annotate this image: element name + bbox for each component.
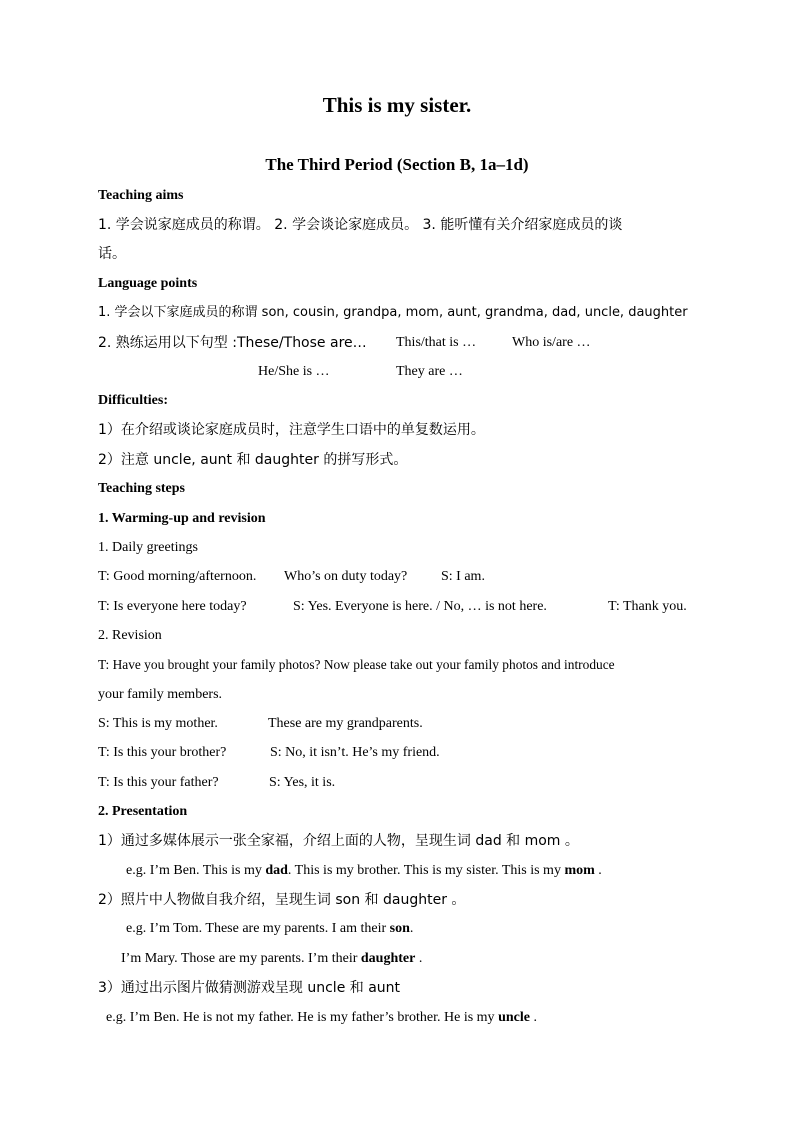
presentation-2-example-1 xyxy=(126,920,413,938)
page-subtitle: The Third Period (Section B, 1a–1d) xyxy=(265,155,529,174)
lp2-part-c: Who is/are … xyxy=(512,335,591,350)
p3-example-text: e.g. I’m Ben. He is not my father. He is my father’s brother. He is my xyxy=(106,1010,499,1025)
difficulty-1: 1）在介绍或谈论家庭成员时，注意学生口语中的单复数运用。 xyxy=(98,422,485,438)
presentation-2-example-2 xyxy=(121,950,422,968)
presentation-1: 1）通过多媒体展示一张全家福，介绍上面的人物，呈现生词 dad 和 mom 。 xyxy=(98,833,579,849)
p2-example-2-bold-daughter: daughter xyxy=(360,951,416,966)
lp2-part-b: This/that is … xyxy=(396,335,477,350)
dialogue-1-part-b: Who’s on duty today? xyxy=(284,569,408,584)
language-points-line-1: 1. 学会以下家庭成员的称谓 son, cousin, grandpa, mom, aunt, grandma, dad, uncle, daughter xyxy=(98,305,688,320)
heading-language-points: Language points xyxy=(98,276,198,291)
heading-teaching-aims: Teaching aims xyxy=(98,188,184,203)
heading-step-2: 2. Presentation xyxy=(98,804,188,819)
p1-example-bold-dad: dad xyxy=(265,863,288,878)
dialogue-2-part-a: T: Is everyone here today? xyxy=(98,599,247,614)
page-title: This is my sister. xyxy=(322,93,472,117)
p2-example-2-text: I’m Mary. Those are my parents. I’m their xyxy=(121,951,361,966)
p2-example-1-text: e.g. I’m Tom. These are my parents. I am their xyxy=(126,921,390,936)
p1-example-text: e.g. I’m Ben. This is my xyxy=(126,863,266,878)
p1-example-end: . xyxy=(594,863,602,878)
revision-dialogue-3-b: S: Yes, it is. xyxy=(269,775,336,790)
dialogue-1-part-a: T: Good morning/afternoon. xyxy=(98,569,257,584)
lp3-part-a: He/She is … xyxy=(258,364,330,379)
revision-dialogue-2-b: S: No, it isn’t. He’s my friend. xyxy=(270,745,440,760)
revision-label: 2. Revision xyxy=(98,628,162,643)
revision-dialogue-1-a: S: This is my mother. xyxy=(98,716,218,731)
p1-example-text-2: . This is my brother. This is my sister. This is my xyxy=(287,863,565,878)
revision-dialogue-3-a: T: Is this your father? xyxy=(98,775,219,790)
presentation-1-example xyxy=(126,862,602,880)
presentation-3-example xyxy=(106,1009,537,1027)
heading-step-1: 1. Warming-up and revision xyxy=(98,511,266,526)
p2-example-2-end: . xyxy=(415,951,423,966)
aims-line-1: 1. 学会说家庭成员的称谓。 2. 学会谈论家庭成员。 3. 能听懂有关介绍家庭成员的谈 xyxy=(98,217,623,233)
revision-line-1: T: Have you brought your family photos? Now please take out your family photos and introduce xyxy=(98,657,615,672)
daily-greetings-label: 1. Daily greetings xyxy=(98,540,198,555)
revision-dialogue-2-a: T: Is this your brother? xyxy=(98,745,227,760)
p2-example-1-end: . xyxy=(409,921,414,936)
revision-line-2: your family members. xyxy=(98,687,223,702)
p2-example-1-bold-son: son xyxy=(389,921,410,936)
heading-difficulties: Difficulties: xyxy=(98,393,168,408)
p3-example-end: . xyxy=(529,1010,537,1025)
dialogue-2-part-c: T: Thank you. xyxy=(608,599,687,614)
p1-example-bold-mom: mom xyxy=(564,863,595,878)
difficulty-2: 2）注意 uncle, aunt 和 daughter 的拼写形式。 xyxy=(98,452,408,468)
aims-line-2: 话。 xyxy=(98,246,126,262)
lp2-part-a: 2. 熟练运用以下句型 :These/Those are… xyxy=(98,335,367,351)
dialogue-1-part-c: S: I am. xyxy=(441,569,485,584)
p3-example-bold-uncle: uncle xyxy=(498,1010,530,1025)
presentation-3: 3）通过出示图片做猜测游戏呈现 uncle 和 aunt xyxy=(98,980,401,996)
presentation-2: 2）照片中人物做自我介绍，呈现生词 son 和 daughter 。 xyxy=(98,892,466,908)
dialogue-2-part-b: S: Yes. Everyone is here. / No, … is not here. xyxy=(293,599,547,614)
heading-teaching-steps: Teaching steps xyxy=(98,481,186,496)
lp3-part-b: They are … xyxy=(396,364,463,379)
revision-dialogue-1-b: These are my grandparents. xyxy=(268,716,423,731)
